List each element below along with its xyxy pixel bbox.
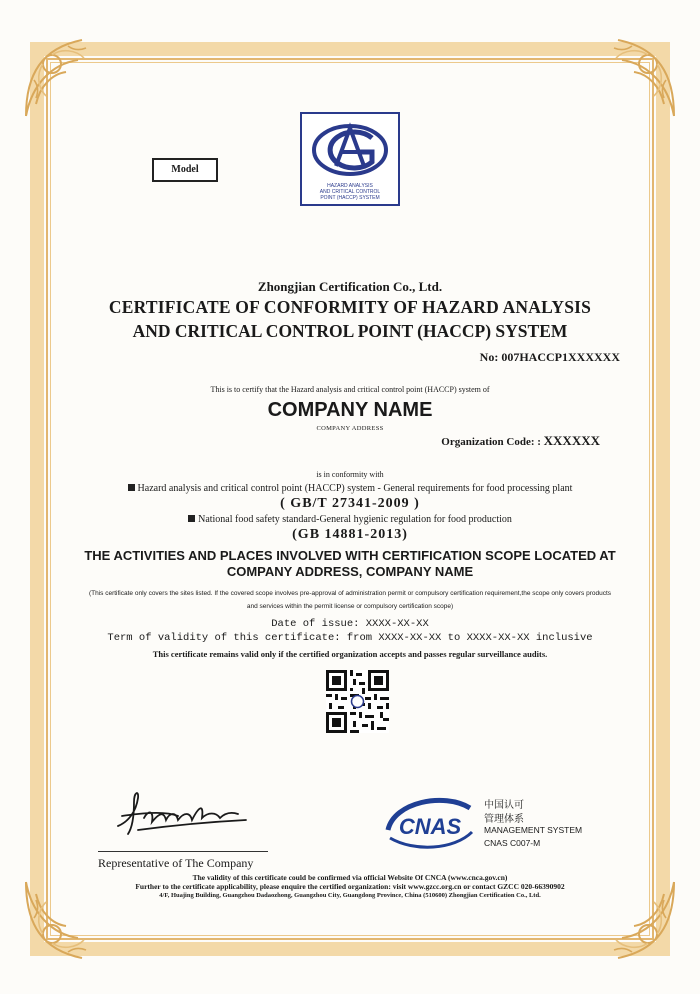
scope-line1: THE ACTIVITIES AND PLACES INVOLVED WITH CERTIFICATION SCOPE LOCATED AT [84, 548, 616, 563]
certificate-title-line2: AND CRITICAL CONTROL POINT (HACCP) SYSTEM [132, 321, 568, 341]
issuer-name: Zhongjian Certification Co., Ltd. [257, 279, 443, 294]
org-code-label: Organization Code: : [441, 436, 541, 448]
cnas-logo-text: CNAS [398, 814, 462, 839]
scope-line2: COMPANY ADDRESS, COMPANY NAME [226, 564, 474, 579]
standard-item [50, 483, 650, 494]
footer-line3: 4/F, Huajing Building, Guangzhou Dadaozhong, Guangzhou City, Guangdong Province, China (510600) Zhongjian Certification Co., Ltd. [159, 892, 541, 899]
footer-line1: The validity of this certificate could be confirmed via official Website Of CNCA (www.cnca.gov.cn) [192, 873, 508, 882]
logo-caption-line: AND CRITICAL CONTROL [319, 189, 381, 195]
logo-caption-line: POINT (HACCP) SYSTEM [320, 195, 380, 201]
bullet-square-icon [188, 515, 195, 522]
cnas-cn-line2: 管理体系 [484, 814, 524, 825]
company-address: COMPANY ADDRESS [316, 425, 384, 432]
org-code-value: XXXXXX [543, 433, 600, 448]
haccp-logo-icon [302, 114, 398, 184]
scope-note-line1: (This certificate only covers the sites listed. If the covered scope involves pre-approval of administration permit or compulsory certification requirement,the scope only covers products [88, 590, 612, 597]
qr-code-icon[interactable] [326, 670, 389, 733]
signature-icon [108, 782, 258, 842]
logo-caption-line: HAZARD ANALYSIS [327, 183, 373, 189]
validity-condition: This certificate remains valid only if the certified organization accepts and passes regular surveillance audits. [152, 649, 548, 659]
validity-term: Term of validity of this certificate: from XXXX-XX-XX to XXXX-XX-XX inclusive [107, 632, 593, 644]
cnas-code: CNAS C007-M [484, 838, 541, 848]
corner-ornament-icon [592, 34, 678, 120]
footer-line2: Further to the certificate applicability, please enquire the certified organization: visit www.gzcc.org.cn or contact GZCC 020-66390902 [135, 882, 565, 891]
representative-label: Representative of The Company [98, 856, 254, 870]
certify-statement: This is to certify that the Hazard analysis and critical control point (HACCP) system of [210, 385, 490, 394]
standard-item [50, 514, 650, 525]
certificate-title-line1: CERTIFICATE OF CONFORMITY OF HAZARD ANALYSIS [108, 297, 592, 317]
signature-line [98, 851, 268, 852]
haccp-logo [300, 112, 400, 206]
standard-text: Hazard analysis and critical control point (HACCP) system - General requirements for food processing plant [137, 483, 573, 494]
bullet-square-icon [128, 484, 135, 491]
cnas-cn-line1: 中国认可 [484, 800, 524, 811]
certificate-number: No: 007HACCP1XXXXXX [479, 350, 620, 364]
standard-code: (GB 14881-2013) [292, 527, 408, 542]
scope-note-line2: and services within the permit license or compulsory certification scope) [246, 603, 454, 610]
cnas-system-label: MANAGEMENT SYSTEM [484, 825, 583, 835]
conformity-text: is in conformity with [316, 470, 384, 479]
corner-ornament-icon [22, 34, 108, 120]
standard-code: ( GB/T 27341-2009 ) [280, 496, 420, 511]
date-of-issue: Date of issue: XXXX-XX-XX [271, 618, 429, 630]
standard-text: National food safety standard-General hygienic regulation for food production [198, 514, 512, 525]
company-name: COMPANY NAME [267, 399, 433, 421]
cnas-logo-icon [384, 790, 476, 852]
organization-code [370, 433, 600, 449]
model-label: Model [152, 158, 218, 182]
